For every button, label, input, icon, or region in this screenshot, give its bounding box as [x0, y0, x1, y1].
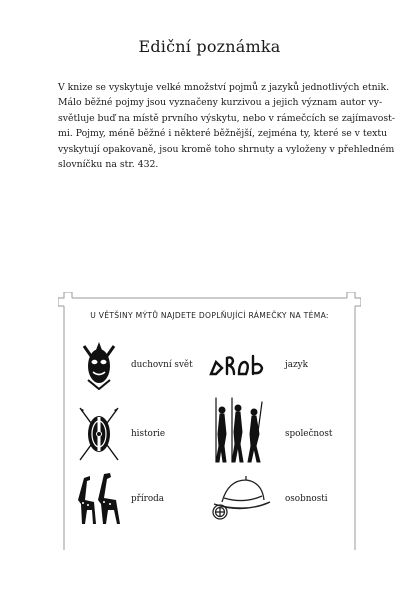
paragraph-line: Málo běžné pojmy jsou vyznačeny kurzivou a jejich význam autor vy-	[58, 97, 383, 109]
topic-label: osobnosti	[285, 494, 328, 504]
topic-label: jazyk	[285, 360, 308, 370]
page-title: Ediční poznámka	[138, 37, 281, 56]
topic-label: historie	[131, 429, 166, 439]
editorial-paragraph	[58, 80, 396, 172]
shield-spears-icon	[76, 404, 122, 462]
topic-label: společnost	[285, 429, 333, 439]
glyph-script-icon	[208, 352, 266, 378]
paragraph-line: světluje buď na místě prvního výskytu, nebo v rámečcích se zajímavost-	[58, 112, 396, 124]
giraffes-icon	[74, 472, 126, 526]
topic-box	[58, 292, 361, 552]
tribal-figures-icon	[210, 396, 266, 464]
paragraph-line: mi. Pojmy, méně běžné i některé běžnější, zejména ty, které se v textu	[58, 128, 388, 140]
topic-label: příroda	[131, 494, 165, 504]
box-heading: U VĚTŠINY MÝTŮ NAJDETE DOPLŇUJÍCÍ RÁMEČKY NA TÉMA:	[90, 311, 329, 320]
pith-helmet-compass-icon	[208, 472, 274, 522]
topic-label: duchovní svět	[131, 360, 193, 370]
paragraph-line: V knize se vyskytuje velké množství pojmů z jazyků jednotlivých etnik.	[58, 82, 390, 93]
tribal-mask-icon	[76, 340, 122, 390]
paragraph-line: slovníčku na str. 432.	[58, 159, 159, 171]
paragraph-line: vyskytují opakovaně, jsou kromě toho shrnuty a vyloženy v přehledném	[58, 143, 395, 155]
